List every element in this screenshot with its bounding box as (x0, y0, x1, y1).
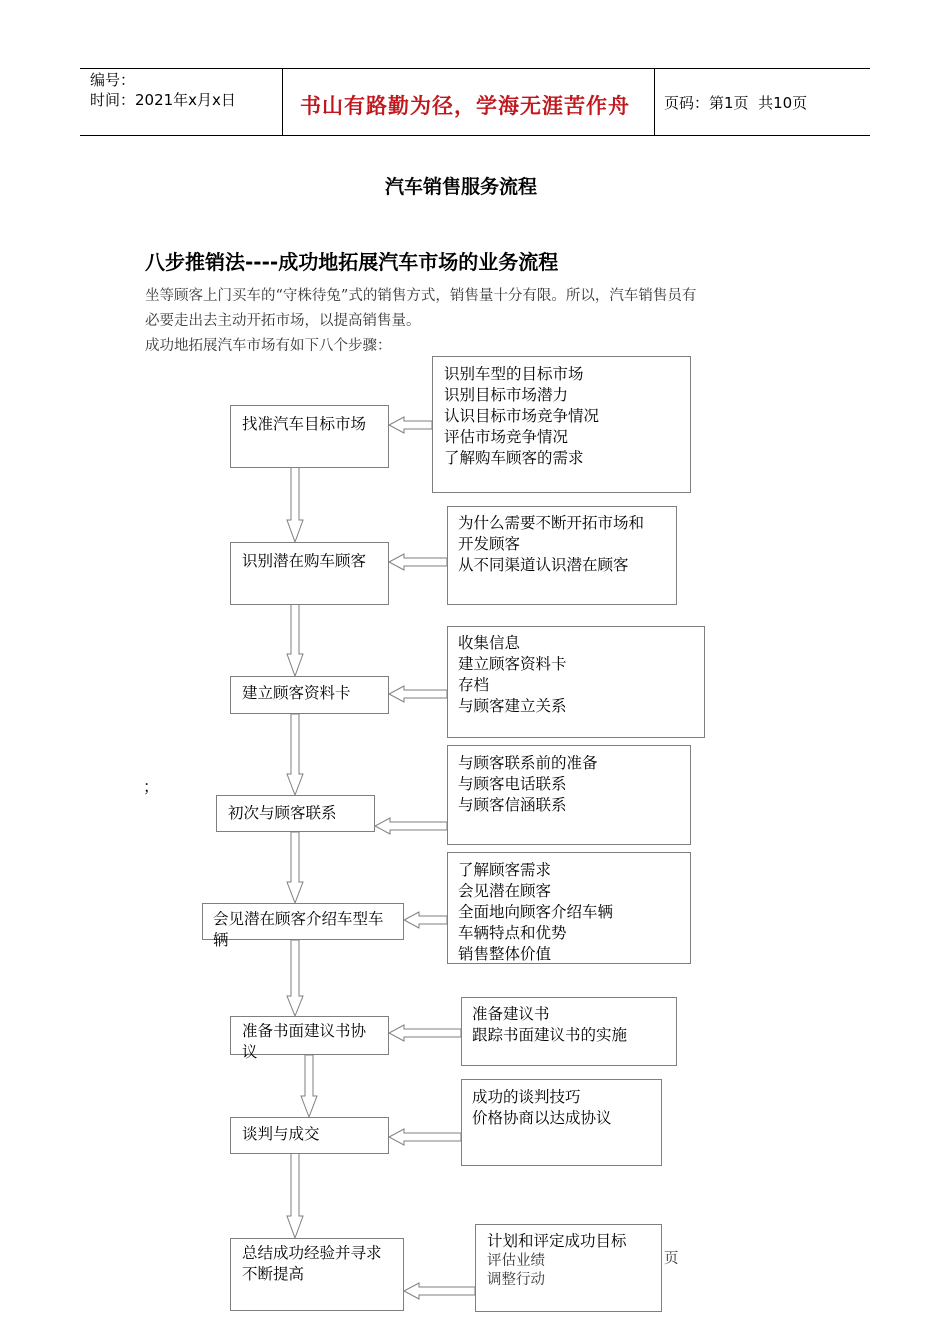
step-label-8-line1: 总结成功经验并寻求 (242, 1244, 382, 1262)
intro-paragraph-line1: 坐等顾客上门买车的“守株待兔”式的销售方式，销售量十分有限。所以，汽车销售员有 (145, 288, 697, 304)
header-page-info: 页码：第1页 共10页 (664, 94, 808, 112)
step-label-2: 识别潜在购车顾客 (242, 552, 367, 570)
left-arrow-icon (389, 554, 447, 570)
down-arrow-icon (301, 1055, 317, 1117)
left-arrow-icon (389, 686, 447, 702)
detail-item: 价格协商以达成协议 (472, 1109, 612, 1127)
detail-item: 准备建议书 (472, 1005, 550, 1023)
detail-item: 调整行动 (487, 1272, 545, 1288)
detail-item: 车辆特点和优势 (458, 924, 567, 942)
down-arrow-icon (287, 940, 303, 1016)
step-label-4: 初次与顾客联系 (228, 804, 337, 822)
step-label-8 (242, 1243, 382, 1285)
left-arrow-icon (389, 1025, 461, 1041)
down-arrow-icon (287, 714, 303, 795)
detail-item: 跟踪书面建议书的实施 (472, 1026, 628, 1044)
left-arrow-icon (404, 1283, 475, 1299)
steps-intro: 成功地拓展汽车市场有如下八个步骤： (145, 338, 392, 354)
step-label-5-line2: 辆 (213, 931, 229, 949)
detail-item: 建立顾客资料卡 (458, 655, 567, 673)
step-label-3: 建立顾客资料卡 (242, 684, 351, 702)
step-label-6-line2: 议 (242, 1043, 258, 1061)
step-label-1: 找准汽车目标市场 (242, 415, 367, 433)
detail-item: 从不同渠道认识潜在顾客 (458, 556, 629, 574)
detail-item: 认识目标市场竞争情况 (444, 407, 600, 425)
detail-item: 为什么需要不断开拓市场和 (458, 514, 645, 532)
intro-paragraph-line2: 必要走出去主动开拓市场，以提高销售量。 (145, 313, 421, 329)
left-arrow-icon (404, 912, 447, 928)
detail-item: 收集信息 (458, 634, 521, 652)
detail-item: 与顾客建立关系 (458, 697, 567, 715)
detail-list-2 (458, 513, 644, 576)
document-title: 汽车销售服务流程 (385, 176, 538, 198)
detail-list-7 (472, 1087, 612, 1129)
left-arrow-icon (389, 1129, 461, 1145)
detail-list-6 (472, 1004, 627, 1046)
left-arrow-icon (375, 818, 447, 834)
detail-item: 全面地向顾客介绍车辆 (458, 903, 614, 921)
detail-item: 评估业绩 (487, 1253, 545, 1269)
down-arrow-icon (287, 832, 303, 903)
detail-list-4 (458, 753, 598, 816)
detail-item: 与顾客电话联系 (458, 775, 567, 793)
section-heading: 八步推销法----成功地拓展汽车市场的业务流程 (145, 250, 559, 274)
detail-list-8 (487, 1231, 627, 1290)
detail-item: 了解购车顾客的需求 (444, 449, 584, 467)
detail-item: 开发顾客 (458, 535, 521, 553)
detail-item: 存档 (458, 676, 490, 694)
detail-item: 会见潜在顾客 (458, 882, 552, 900)
detail-list-1 (444, 364, 599, 469)
header-time: 时间：2021年x月x日 (90, 91, 236, 109)
stray-semicolon: ； (143, 777, 160, 796)
step-label-7: 谈判与成交 (242, 1125, 320, 1143)
detail-item: 销售整体价值 (458, 945, 552, 963)
step-label-8-line2: 不断提高 (242, 1265, 305, 1283)
left-arrow-icon (389, 417, 432, 433)
step-label-5-line1: 会见潜在顾客介绍车型车 (213, 910, 384, 928)
detail-list-3 (458, 633, 567, 717)
detail-item: 评估市场竞争情况 (444, 428, 569, 446)
detail-list-5 (458, 860, 613, 965)
footer-page-mark: 页 (664, 1251, 679, 1267)
step-label-6-line1: 准备书面建议书协 (242, 1022, 367, 1040)
header-motto: 书山有路勤为径，学海无涯苦作舟 (300, 94, 630, 118)
detail-item: 成功的谈判技巧 (472, 1088, 581, 1106)
detail-item: 了解顾客需求 (458, 861, 552, 879)
step-label-6 (242, 1021, 366, 1063)
header-number: 编号： (90, 71, 136, 89)
detail-item: 与顾客联系前的准备 (458, 754, 598, 772)
detail-item: 与顾客信涵联系 (458, 796, 567, 814)
detail-item: 识别车型的目标市场 (444, 365, 584, 383)
detail-item: 识别目标市场潜力 (444, 386, 569, 404)
down-arrow-icon (287, 1152, 303, 1238)
detail-item: 计划和评定成功目标 (487, 1232, 627, 1250)
step-label-5 (213, 909, 384, 951)
